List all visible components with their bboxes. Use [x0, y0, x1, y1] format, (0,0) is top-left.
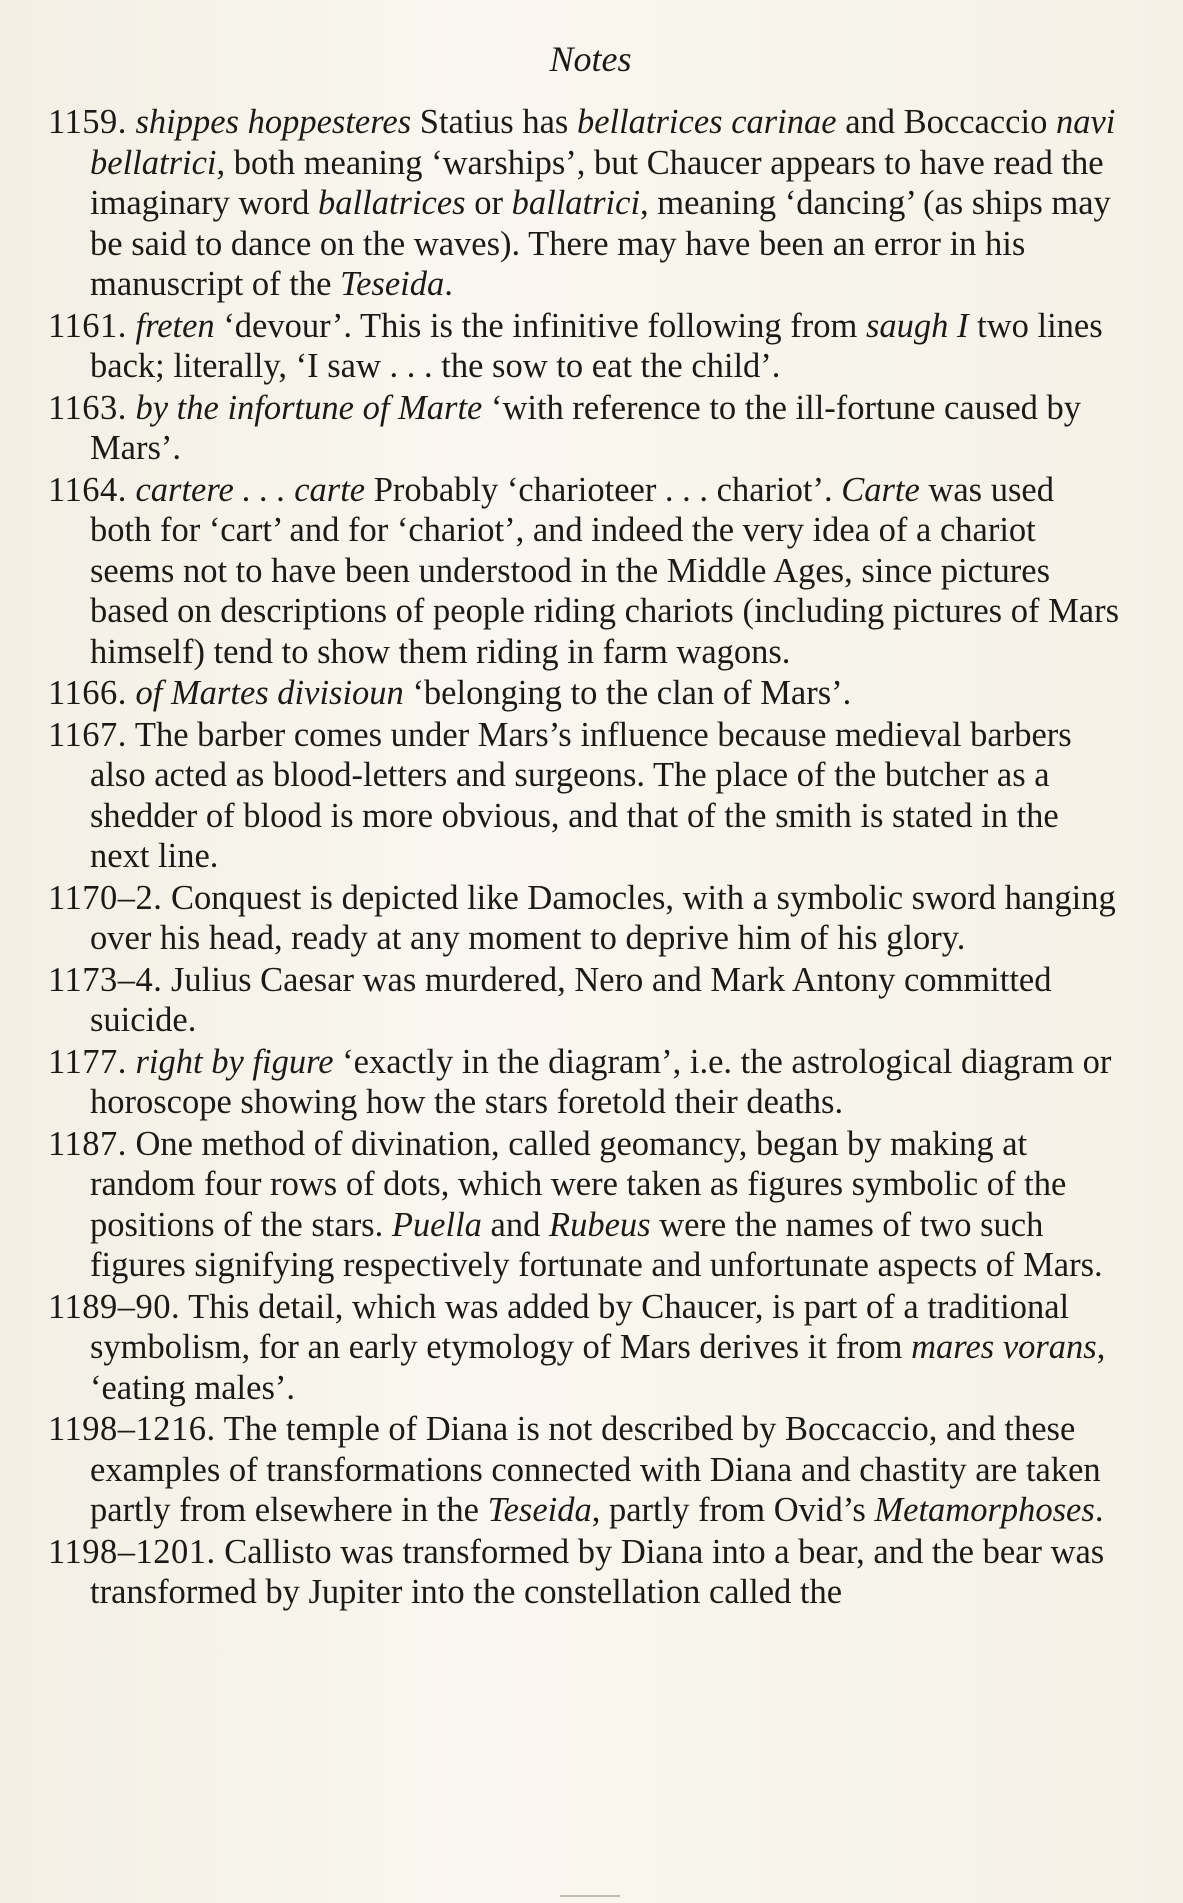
note-italic: Puella: [391, 1205, 482, 1244]
note-text: and: [481, 1205, 549, 1244]
note-item: [48, 878, 1123, 959]
note-text: ‘devour’. This is the infinitive following from: [214, 306, 866, 345]
note-number: 1177.: [48, 1042, 127, 1081]
note-item: [48, 1532, 1123, 1613]
note-text: were the names of two such figures signifying respectively fortunate and unfortunate aspects of Mars.: [90, 1205, 1103, 1284]
note-text: ‘with reference to the ill-fortune caused by Mars’.: [90, 388, 1082, 467]
note-item: [48, 1287, 1123, 1409]
note-text: The temple of Diana is not described by Boccaccio, and these examples of transformations connected with Diana and chastity are taken partly from elsewhere in the: [90, 1410, 1101, 1529]
note-text: The barber comes under Mars’s influence because medieval barbers also acted as blood-letters and surgeons. The place of the butcher as a shedder of blood is more obvious, and that of the smith is stated in the next line.: [90, 715, 1072, 875]
note-italic: navi bellatrici: [90, 103, 1116, 182]
note-text: Callisto was transformed by Diana into a bear, and the bear was transformed by Jupiter into the constellation called the: [90, 1532, 1105, 1611]
note-italic: Metamorphoses: [874, 1491, 1095, 1529]
note-body: [90, 103, 1115, 303]
note-body: [90, 1043, 1111, 1122]
note-lemma: right by figure: [135, 1042, 334, 1081]
note-text: Probably ‘charioteer . . . chariot’.: [365, 470, 842, 509]
note-number: 1198–1201.: [48, 1532, 216, 1571]
note-lemma: by the infortune of Marte: [135, 388, 483, 427]
note-item: [48, 470, 1123, 673]
note-number: 1173–4.: [48, 960, 163, 999]
note-item: [48, 388, 1123, 469]
note-italic: Teseida: [340, 265, 445, 303]
note-text: .: [444, 265, 453, 303]
note-body: [90, 1125, 1103, 1285]
note-body: [90, 879, 1116, 958]
note-item: [48, 102, 1123, 305]
note-text: , partly from Ovid’s: [591, 1491, 875, 1529]
note-italic: Teseida: [487, 1491, 592, 1529]
note-text: This detail, which was added by Chaucer, is part of a traditional symbolism, for an early etymology of Mars derives it from: [90, 1287, 1070, 1366]
running-head: Notes: [549, 39, 632, 79]
note-number: 1159.: [48, 103, 127, 141]
note-italic: Carte: [841, 470, 920, 509]
note-text: .: [1094, 1491, 1104, 1529]
note-item: [48, 1124, 1123, 1286]
note-text: and Boccaccio: [836, 103, 1056, 141]
note-text: , both meaning ‘warships’, but Chaucer appears to have read the imaginary word: [90, 143, 1104, 222]
note-number: 1161.: [48, 306, 127, 345]
note-text: was used both for ‘cart’ and for ‘chariot’, and indeed the very idea of a chariot seems not to have been understood in the Middle Ages, since pictures based on descriptions of people riding chariots (including pictures of Mars himself) tend to show them riding in farm wagons.: [90, 470, 1120, 671]
page-number-fragment: [560, 1895, 620, 1903]
note-italic: saugh I: [865, 306, 969, 345]
note-body: [90, 1410, 1103, 1529]
note-body: [90, 1533, 1104, 1612]
note-body: [90, 307, 1103, 386]
note-lemma: shippes hoppesteres: [135, 103, 412, 141]
note-text: two lines back; literally, ‘I saw . . . the sow to eat the child’.: [90, 306, 1103, 385]
note-item: [48, 673, 1123, 714]
note-number: 1167.: [48, 715, 127, 754]
note-lemma: of Martes divisioun: [135, 674, 404, 712]
note-text: ‘belonging to the clan of Mars’.: [403, 674, 852, 712]
note-body: [90, 961, 1052, 1040]
note-lemma: freten: [135, 306, 215, 345]
note-text: or: [465, 184, 512, 222]
note-number: 1170–2.: [48, 878, 163, 917]
note-italic: Rubeus: [549, 1205, 651, 1244]
note-number: 1198–1216.: [48, 1410, 216, 1448]
note-item: [48, 960, 1123, 1041]
note-number: 1163.: [48, 388, 127, 427]
note-italic: ballatrices: [318, 184, 466, 222]
note-body: [90, 716, 1072, 876]
note-body: [90, 471, 1119, 671]
note-text: ‘exactly in the diagram’, i.e. the astrological diagram or horoscope showing how the stars foretold their deaths.: [90, 1042, 1112, 1121]
note-text: Statius has: [411, 103, 577, 141]
note-text: , ‘eating males’.: [90, 1328, 1106, 1407]
note-number: 1164.: [48, 470, 127, 509]
note-item: [48, 715, 1123, 877]
note-text: Julius Caesar was murdered, Nero and Mark Antony committed suicide.: [90, 960, 1052, 1039]
note-body: [135, 674, 851, 712]
note-number: 1166.: [48, 674, 127, 712]
note-text: Conquest is depicted like Damocles, with a symbolic sword hanging over his head, ready at any moment to deprive him of his glory.: [90, 878, 1116, 957]
note-item: [48, 306, 1123, 387]
notes-list: [48, 102, 1123, 1613]
note-item: [48, 1042, 1123, 1123]
note-body: [90, 389, 1081, 468]
note-body: [90, 1288, 1105, 1407]
note-text: , meaning ‘dancing’ (as ships may be said to dance on the waves). There may have been an error in his manuscript of the: [90, 184, 1111, 303]
note-italic: bellatrices carinae: [576, 103, 837, 141]
note-number: 1189–90.: [48, 1287, 181, 1326]
note-lemma: cartere . . . carte: [135, 470, 366, 509]
note-text: One method of divination, called geomancy, began by making at random four rows of dots, which were taken as figures symbolic of the positions of the stars.: [90, 1124, 1067, 1244]
note-number: 1187.: [48, 1124, 127, 1163]
note-italic: ballatrici: [511, 184, 641, 222]
note-item: [48, 1409, 1123, 1531]
note-italic: mares vorans: [911, 1328, 1097, 1366]
